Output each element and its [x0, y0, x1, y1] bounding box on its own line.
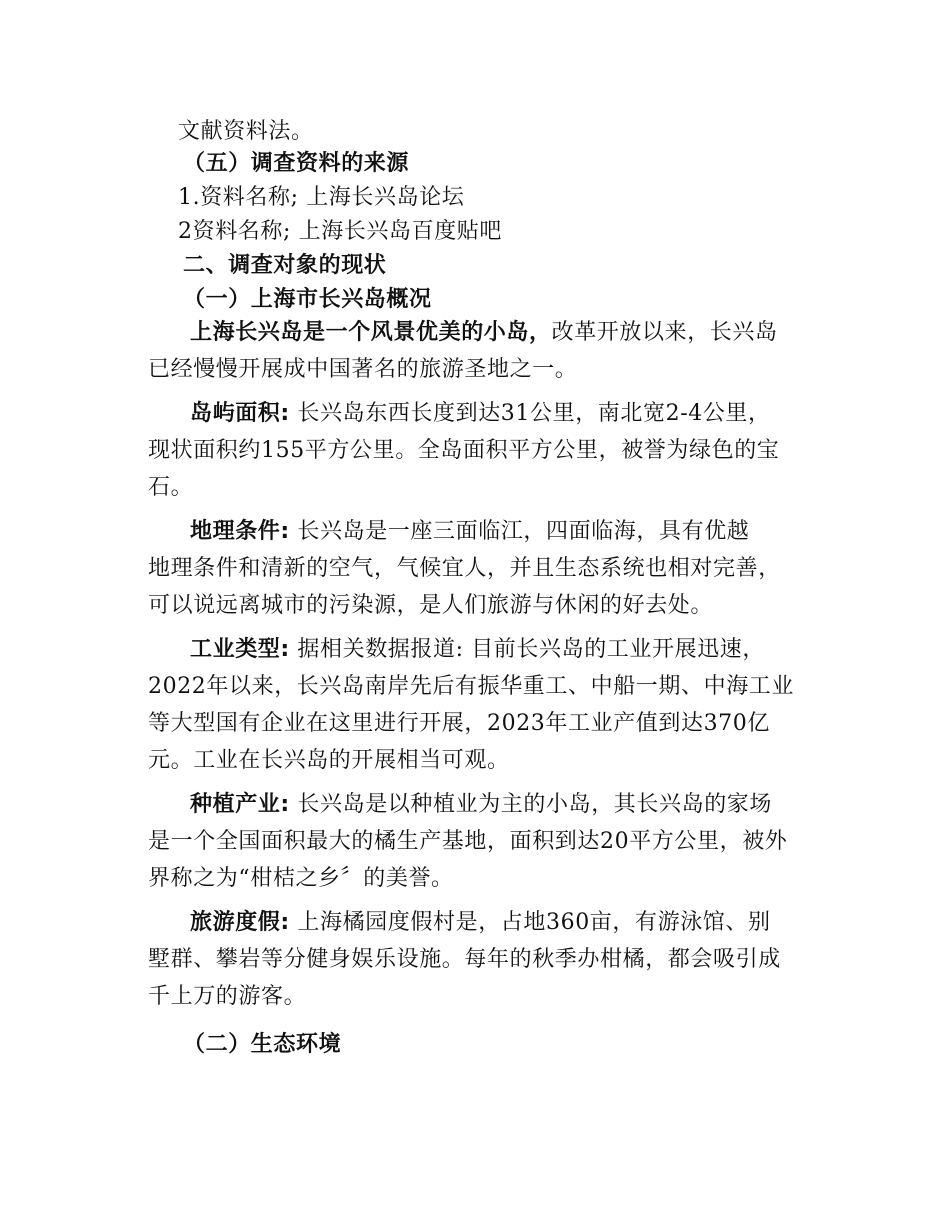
- paragraph-line: 现状面积约155平方公里。全岛面积平方公里，被誉为绿色的宝: [148, 438, 780, 463]
- bold-lead: 岛屿面积:: [190, 401, 290, 426]
- text-line: 2资料名称; 上海长兴岛百度贴吧: [178, 219, 503, 244]
- paragraph-line: [190, 399, 771, 429]
- paragraph-text: 据相关数据报道: 目前长兴岛的工业开展迅速，: [289, 637, 766, 662]
- paragraph-line: 元。工业在长兴岛的开展相当可观。: [148, 748, 510, 773]
- bold-lead: 旅游度假:: [190, 910, 290, 935]
- text-line: 文献资料法。: [178, 119, 314, 144]
- paragraph-line: [190, 318, 778, 348]
- paragraph-text: 长兴岛东西长度到达31公里，南北宽2-4公里，: [289, 401, 771, 426]
- paragraph-text: 长兴岛是以种植业为主的小岛，其长兴岛的家场: [289, 792, 773, 817]
- section-heading: （五）调查资料的来源: [183, 151, 410, 176]
- section-heading: 二、调查对象的现状: [183, 253, 387, 278]
- paragraph-line: [190, 635, 765, 665]
- section-heading: （一）上海市长兴岛概况: [183, 287, 432, 312]
- bold-lead: 地理条件:: [190, 519, 290, 544]
- paragraph-line: 界称之为“柑桔之乡〞的美誉。: [148, 866, 454, 891]
- paragraph-line: 千上万的游客。: [148, 984, 307, 1009]
- paragraph-line: 可以说远离城市的污染源，是人们旅游与休闲的好去处。: [148, 593, 714, 618]
- bold-lead: 工业类型:: [190, 637, 290, 662]
- paragraph-line: 地理条件和清新的空气，气候宜人，并且生态系统也相对完善，: [148, 556, 781, 581]
- paragraph-line: 石。: [148, 475, 194, 500]
- paragraph-line: 是一个全国面积最大的橘生产基地，面积到达20平方公里，被外: [148, 829, 788, 854]
- bold-lead: 种植产业:: [190, 792, 290, 817]
- paragraph-line: 等大型国有企业在这里进行开展，2023年工业产值到达370亿: [148, 711, 770, 736]
- paragraph-text: 改革开放以来，长兴岛: [551, 320, 778, 345]
- paragraph-line: [190, 908, 771, 938]
- section-heading: （二）生态环境: [183, 1032, 342, 1057]
- paragraph-line: 2022年以来，长兴岛南岸先后有振华重工、中船一期、中海工业: [148, 674, 794, 699]
- paragraph-line: 墅群、攀岩等分健身娱乐设施。每年的秋季办柑橘，都会吸引成: [148, 947, 781, 972]
- paragraph-line: 已经慢慢开展成中国著名的旅游圣地之一。: [148, 357, 578, 382]
- paragraph-text: 上海橘园度假村是，占地360亩，有游泳馆、别: [289, 910, 771, 935]
- bold-lead: 上海长兴岛是一个风景优美的小岛，: [190, 320, 552, 345]
- paragraph-text: 长兴岛是一座三面临江，四面临海，具有优越: [289, 519, 750, 544]
- paragraph-line: [190, 517, 749, 547]
- paragraph-line: [190, 790, 772, 820]
- text-line: 1.资料名称; 上海长兴岛论坛: [178, 185, 465, 210]
